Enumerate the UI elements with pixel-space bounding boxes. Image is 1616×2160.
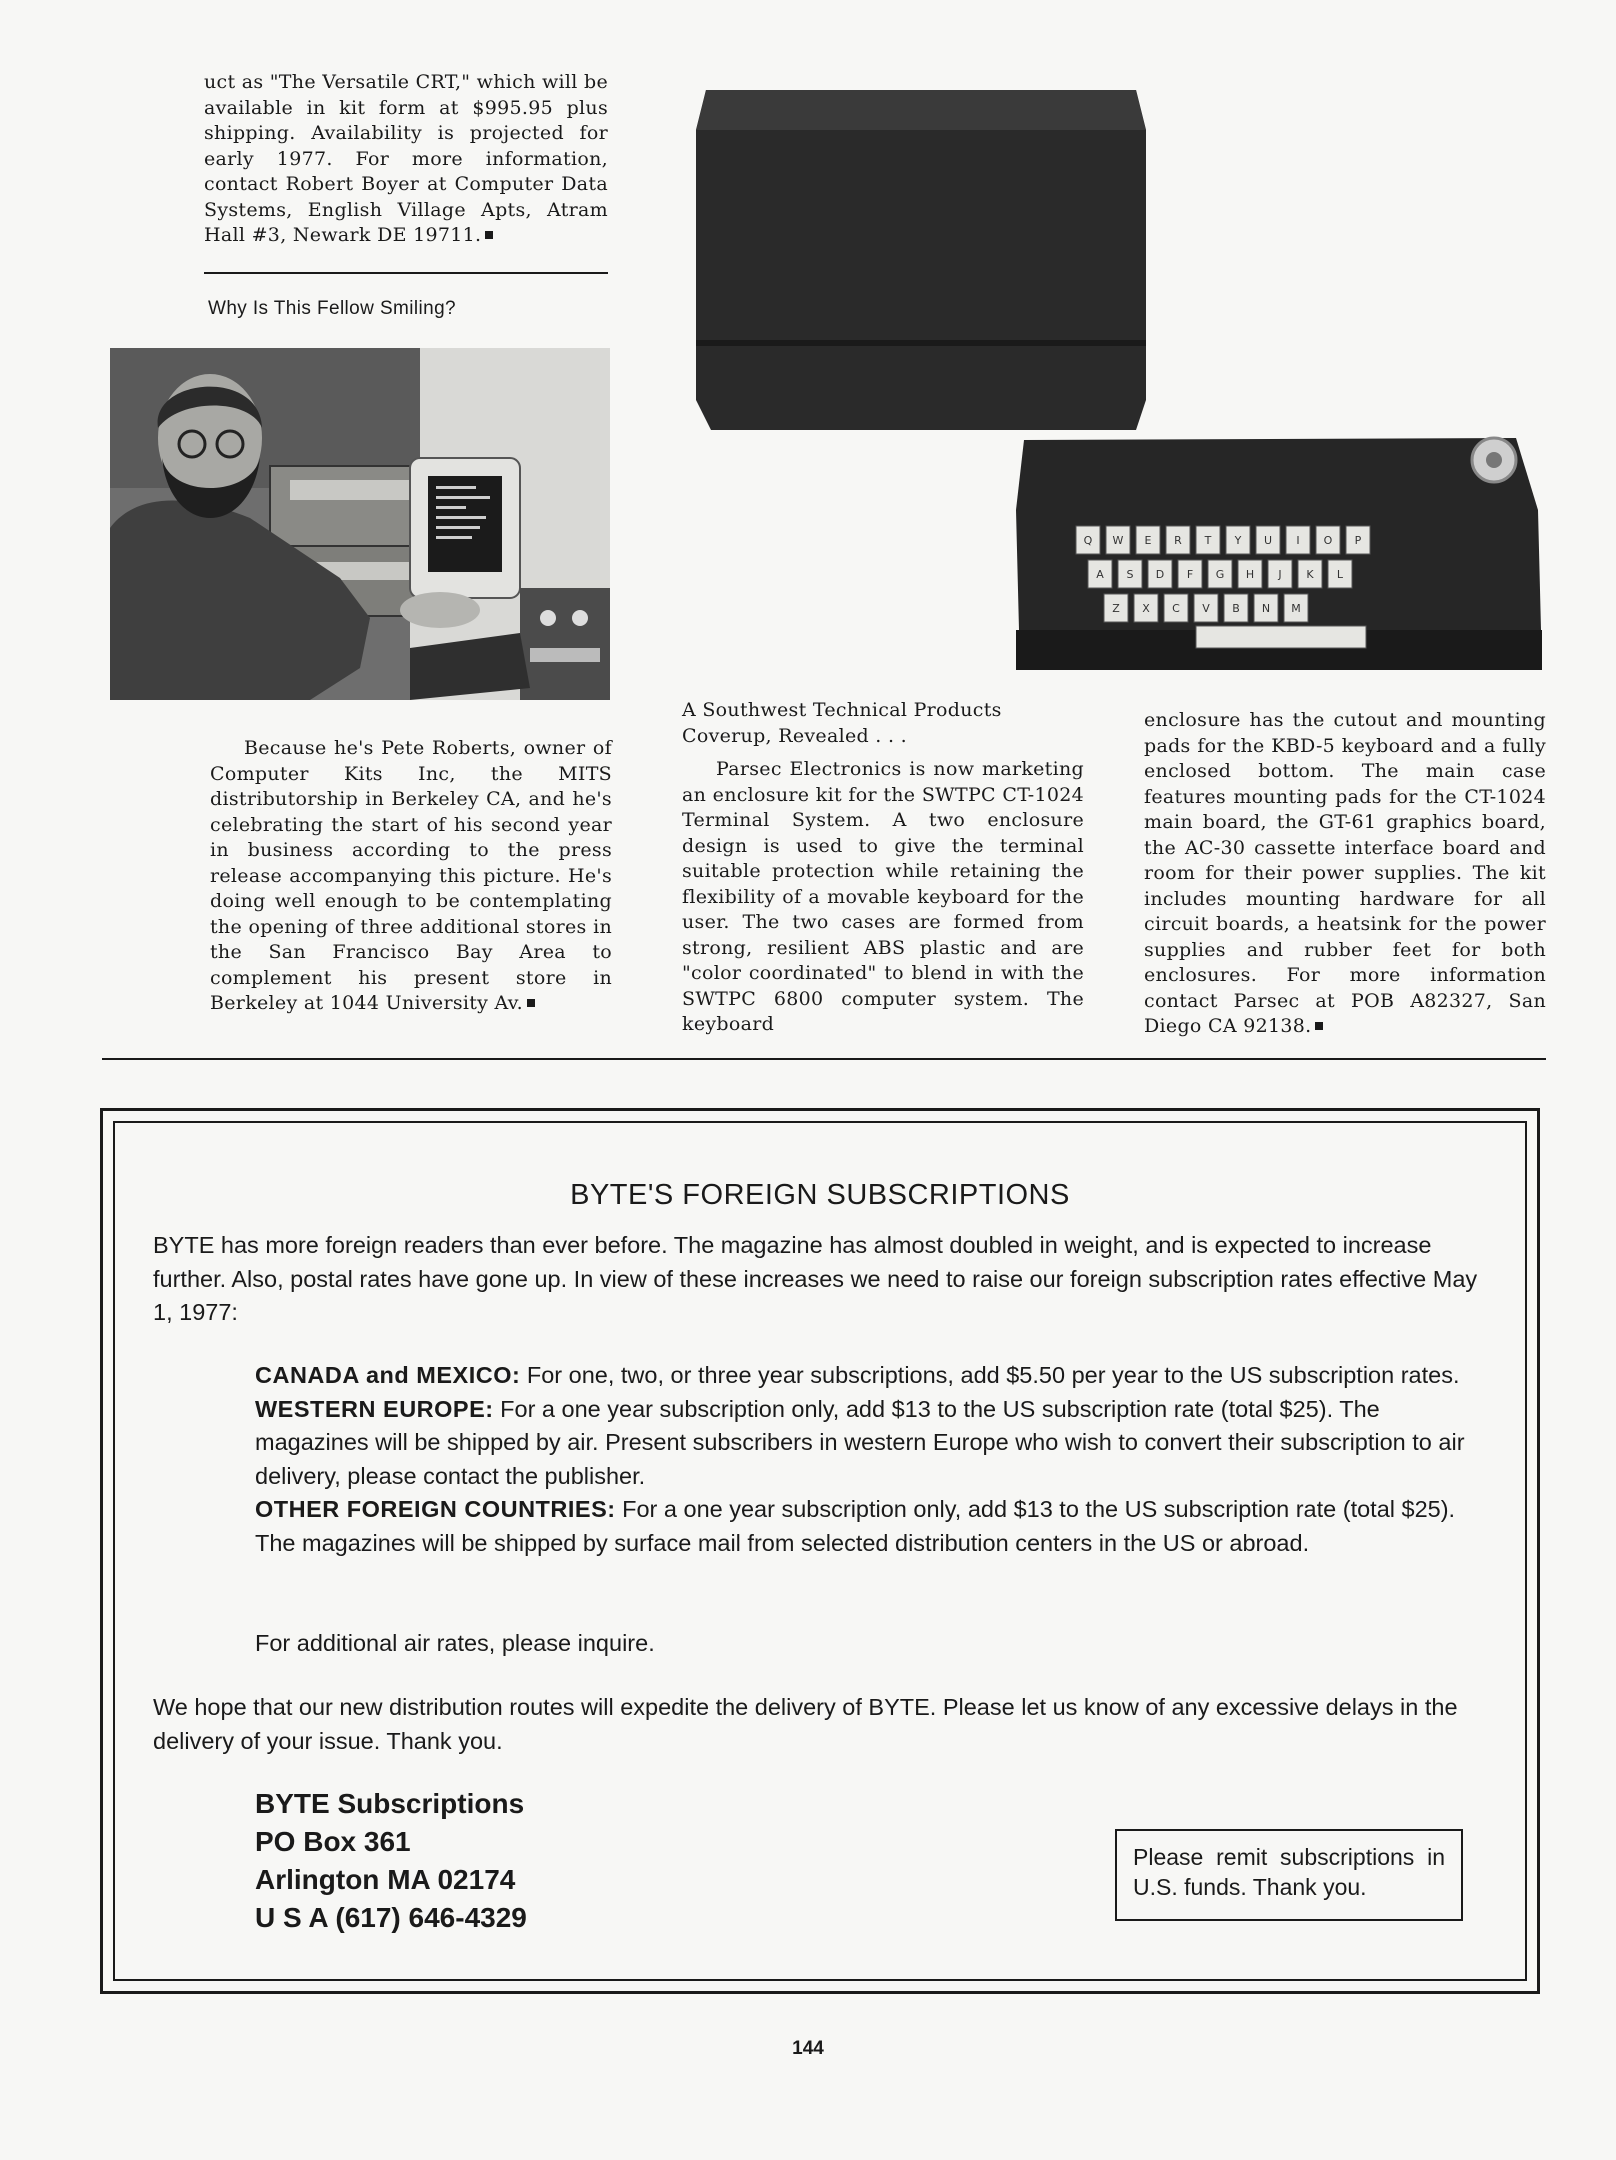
keyboard-key-label: B (1232, 602, 1240, 615)
subscription-address (255, 1785, 855, 1937)
page-number: 144 (792, 2038, 824, 2059)
air-rates-note: For additional air rates, please inquire. (255, 1630, 655, 1656)
keyboard-key-label: Z (1112, 602, 1120, 615)
end-mark-icon (1315, 1022, 1323, 1030)
keyboard-key-label: D (1155, 568, 1165, 581)
rate-item-other (255, 1493, 1499, 1560)
subscriptions-title: BYTE'S FOREIGN SUBSCRIPTIONS (570, 1179, 1070, 1211)
keyboard-key-label: J (1278, 568, 1282, 581)
column-divider (204, 272, 608, 274)
rate-text-europe: For a one year subscription only, add $13 to the US subscription rate (total $25). The magazines will be shipped by air. Present subscribers in western Europe who wish to convert their subscription to air delivery, please contact the publisher. (255, 1395, 1465, 1489)
subscriptions-closing: We hope that our new distribution routes will expedite the delivery of BYTE. Please let us know of any excessive delays in the delivery of your issue. Thank you. (153, 1694, 1458, 1754)
section-divider (102, 1058, 1546, 1060)
smiling-paragraph (210, 736, 612, 1017)
keyboard-key-label: X (1142, 602, 1150, 615)
remit-notice: Please remit subscriptions in U.S. funds. Thank you. (1115, 1829, 1463, 1921)
keyboard-key-label: H (1245, 568, 1255, 581)
subscriptions-box-inner (113, 1121, 1527, 1981)
keyboard-key-label: Q (1083, 534, 1093, 547)
keyboard-key-label: N (1261, 602, 1271, 615)
keyboard-key-label: A (1096, 568, 1104, 581)
keyboard-key-label: O (1323, 534, 1333, 547)
subscriptions-intro: BYTE has more foreign readers than ever before. The magazine has almost doubled in weight, and is expected to increase further. Also, postal rates have gone up. In view of these increases we need to raise our foreign subscription rates effective May 1, 1977: (153, 1232, 1478, 1325)
rate-item-canada (255, 1359, 1499, 1393)
photo-pete-roberts (110, 348, 610, 700)
end-mark-icon (485, 231, 493, 239)
keyboard-key-label: C (1172, 602, 1180, 615)
rate-label-canada: CANADA and MEXICO: (255, 1362, 521, 1388)
keyboard-key-label: Y (1234, 534, 1242, 547)
keyboard-spacebar (1196, 626, 1366, 648)
keyboard-key-label: U (1263, 534, 1273, 547)
rate-label-other: OTHER FOREIGN COUNTRIES: (255, 1496, 616, 1522)
keyboard-key-label: T (1204, 534, 1212, 547)
subscriptions-box (100, 1108, 1540, 1994)
keyboard-key-label: P (1354, 534, 1362, 547)
column-swtpc-1 (682, 698, 1084, 1038)
swtpc-paragraph-2 (1144, 708, 1546, 1040)
rate-text-other: For a one year subscription only, add $13 to the US subscription rate (total $25). The magazines will be shipped by surface mail from selected distribution centers in the US or abroad. (255, 1496, 1456, 1556)
subscription-rates-list (255, 1359, 1499, 1560)
keyboard-key-label: G (1215, 568, 1225, 581)
keyboard-key-label: F (1186, 568, 1194, 581)
heading-smiling: Why Is This Fellow Smiling? (208, 298, 457, 319)
keyboard-key-label: V (1202, 602, 1210, 615)
keyboard-key-label: W (1112, 534, 1124, 547)
smiling-text: Because he's Pete Roberts, owner of Computer Kits Inc, the MITS distributorship in Berkeley CA, and he's celebrating the start of his second year in business according to the press release accompanying this picture. He's doing well enough to be contemplating the opening of three additional stores in the San Francisco Bay Area to complement his present store in Berkeley at 1044 University Av. (210, 737, 612, 1014)
keyboard-key-label: L (1336, 568, 1344, 581)
address-line-2: PO Box 361 (255, 1826, 411, 1857)
heading-swtpc: A Southwest Technical Products Coverup, Revealed . . . (682, 699, 1002, 747)
keyboard-key-label: I (1296, 534, 1300, 547)
continuation-text: uct as "The Versatile CRT," which will be available in kit form at $995.95 plus shipping. Availability is projected for early 1977. For more information, contact Robert Boyer at Computer Data Systems, English Village Apts, Atram Hall #3, Newark DE 19711. (204, 71, 608, 246)
photo-pete-roberts-image (110, 348, 610, 700)
end-mark-icon (527, 999, 535, 1007)
rate-text-canada: For one, two, or three year subscriptions, add $5.50 per year to the US subscription rates. (520, 1362, 1460, 1388)
rate-label-europe: WESTERN EUROPE: (255, 1395, 494, 1422)
column-top-left (204, 70, 608, 249)
column-swtpc-2 (1144, 708, 1546, 1040)
keyboard-key-label: M (1291, 602, 1301, 615)
address-line-1: BYTE Subscriptions (255, 1788, 525, 1819)
photo-enclosure-kit (676, 70, 1548, 680)
keyboard-key-label: K (1306, 568, 1314, 581)
column-smiling-body (210, 736, 612, 1017)
photo-enclosure-kit-image (676, 70, 1548, 680)
keyboard-key-label: R (1174, 534, 1182, 547)
address-line-3: Arlington MA 02174 (255, 1864, 516, 1895)
article-continuation (204, 70, 608, 249)
swtpc-paragraph-1: Parsec Electronics is now marketing an enclosure kit for the SWTPC CT-1024 Terminal System. A two enclosure design is used to give the terminal suitable protection while retaining the flexibility of a movable keyboard for the user. The two cases are formed from strong, resilient ABS plastic and are "color coordinated" to blend in with the SWTPC 6800 computer system. The keyboard (682, 758, 1084, 1035)
swtpc-text-2: enclosure has the cutout and mounting pads for the KBD-5 keyboard and a fully enclosed bottom. The main case features mounting pads for the CT-1024 main board, the GT-61 graphics board, the AC-30 cassette interface board and room for their power supplies. The kit includes mounting hardware for all circuit boards, a heatsink for the power supplies and rubber feet for both enclosures. For more information contact Parsec at POB A82327, San Diego CA 92138. (1144, 709, 1546, 1037)
rate-item-europe (255, 1393, 1499, 1494)
keyboard-key-label: E (1144, 534, 1152, 547)
address-line-4: U S A (617) 646-4329 (255, 1902, 527, 1933)
keyboard-key-label: S (1126, 568, 1134, 581)
